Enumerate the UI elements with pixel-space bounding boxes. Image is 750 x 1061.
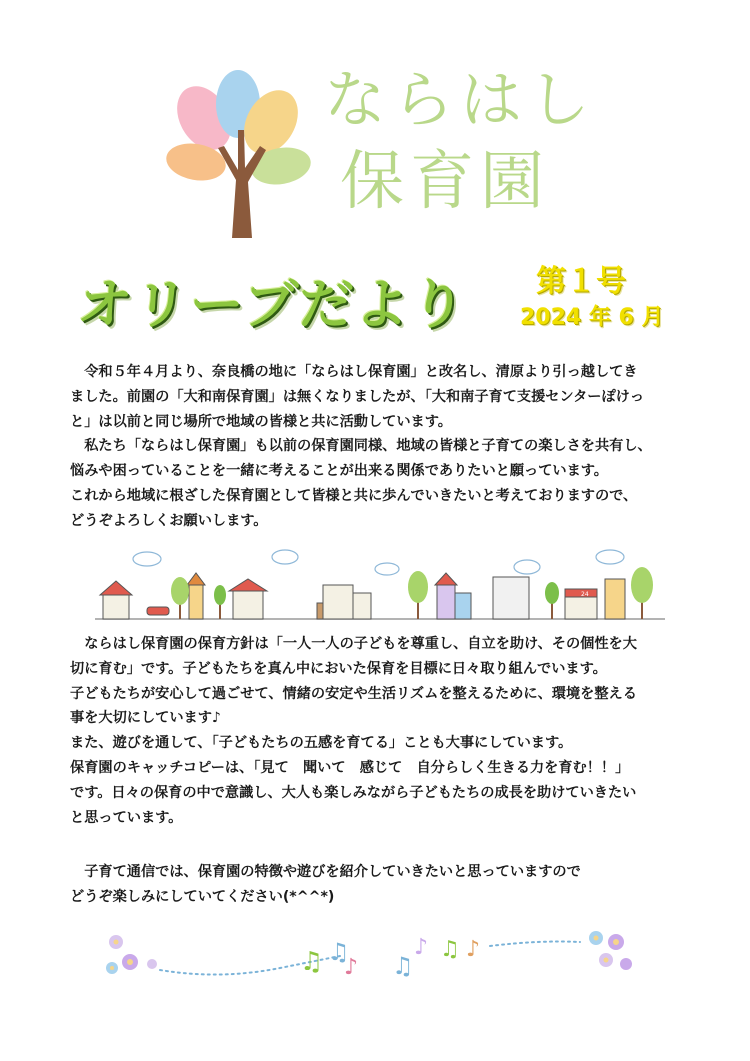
flower-music-decoration (100, 920, 640, 990)
flower-icon (589, 931, 632, 970)
music-note-icon: ♫ (300, 947, 324, 977)
tree-logo-icon (166, 70, 316, 240)
text-line: 子どもたちが安心して過ごせて、情緒の安定や生活リズムを整えるために、環境を整える (70, 685, 637, 702)
newsletter-title: オリーブだより (75, 273, 470, 336)
logo-line-1: ならはし (324, 63, 597, 136)
text-line: 私たち「ならはし保育園」も以前の保育園同様、地域の皆様と子育ての楽しさを共有し、 (70, 438, 652, 455)
intro-paragraph (70, 360, 690, 534)
music-note-icon: ♪ (344, 955, 359, 980)
music-note-icon: ♪ (466, 937, 481, 962)
text-line: また、遊びを通して、「子どもたちの五感を育てる」ことも大事にしています。 (70, 735, 573, 752)
text-line: と」は以前と同じ場所で地域の皆様と共に活動しています。 (70, 413, 452, 430)
text-line: 悩みや困っていることを一緒に考えることが出来る関係でありたいと願っています。 (70, 463, 608, 480)
text-line: どうぞよろしくお願いします。 (70, 512, 268, 529)
logo-line-2: 保育園 (340, 145, 550, 219)
issue-date: 2024 年 6 月 (520, 305, 664, 330)
text-line: 切に育む」です。子どもたちを真ん中においた保育を目標に日々取り組んでいます。 (70, 660, 607, 677)
music-note-icon: ♫ (392, 952, 414, 980)
text-line: ならはし保育園の保育方針は「一人一人の子どもを尊重し、自立を助け、その個性を大 (70, 636, 637, 652)
text-line: です。日々の保育の中で意識し、大人も楽しみながら子どもたちの成長を助けていきたい (70, 784, 637, 801)
music-note-icon: ♪ (414, 935, 429, 960)
kindergarten-logo-text (320, 60, 600, 224)
text-line: どうぞ楽しみにしていてください(*^^*) (70, 888, 335, 905)
text-line: 子育て通信では、保育園の特徴や遊びを紹介していきたいと思っていますので (70, 864, 581, 880)
shop-sign: 24 (581, 591, 589, 598)
text-line: 事を大切にしています♪ (70, 710, 221, 727)
text-line: これから地域に根ざした保育園として皆様と共に歩んでいきたいと考えておりますので、 (70, 487, 638, 504)
issue-number: 第１号 (536, 264, 626, 299)
music-note-icon: ♫ (440, 937, 460, 962)
text-line: 令和５年４月より、奈良橋の地に「ならはし保育園」と改名し、清原より引っ越してき (70, 364, 638, 380)
text-line: 保育園のキャッチコピーは、「見て 聞いて 感じて 自分らしく生きる力を育む！！」 (70, 759, 630, 776)
flower-icon (106, 935, 157, 974)
text-line: と思っています。 (70, 809, 183, 826)
policy-paragraph (70, 632, 690, 830)
music-note-icon: ♫ (328, 938, 350, 966)
closing-paragraph (70, 860, 690, 910)
text-line: ました。前園の「大和南保育園」は無くなりましたが、「大和南子育て支援センターぽけっ (70, 388, 645, 405)
town-illustration (95, 545, 665, 625)
